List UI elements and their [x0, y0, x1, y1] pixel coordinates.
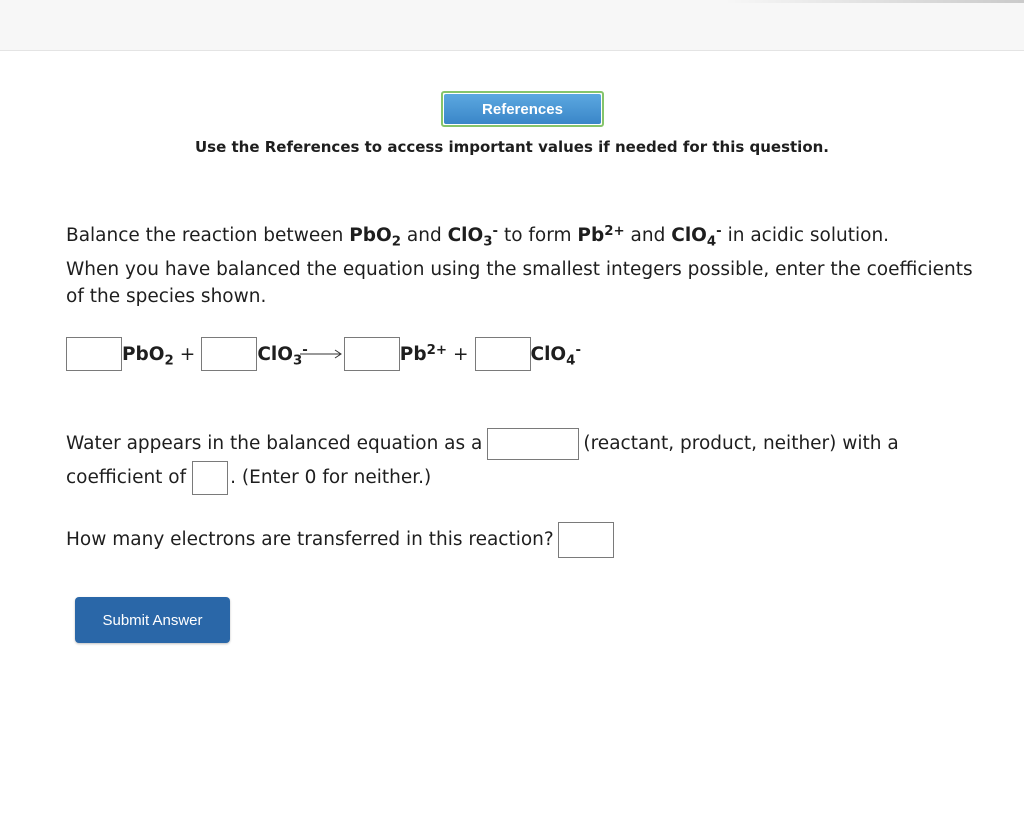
question-text	[66, 222, 996, 310]
water-coefficient-note: . (Enter 0 for neither.)	[230, 467, 432, 488]
question-text-intro: Balance the reaction between	[66, 225, 344, 246]
equation-species-clo3: ClO$_3$-	[257, 342, 308, 369]
top-bar	[0, 0, 1024, 51]
water-role-input[interactable]	[487, 428, 579, 460]
top-bar-shadow	[724, 0, 1024, 3]
water-options-hint: (reactant, product, neither) with a	[583, 433, 899, 454]
equation-species-clo4: ClO$_4$-	[530, 342, 581, 369]
electrons-input[interactable]	[558, 522, 614, 558]
electrons-question-text: How many electrons are transferred in this reaction?	[66, 529, 554, 550]
coefficient-input-clo3[interactable]	[201, 337, 257, 371]
reaction-arrow-icon	[300, 348, 344, 360]
question-text-end: in acidic solution.	[727, 225, 890, 246]
question-text-and: and	[406, 225, 442, 246]
water-question	[66, 427, 996, 495]
water-coefficient-input[interactable]	[192, 461, 228, 495]
plus-sign: +	[453, 343, 469, 365]
question-text-and-2: and	[630, 225, 666, 246]
water-question-text: Water appears in the balanced equation as a	[66, 433, 483, 454]
coefficient-input-pb2plus[interactable]	[344, 337, 400, 371]
species-clo3: ClO$_3$-	[447, 224, 499, 250]
species-pbo2: PbO$_2$	[349, 225, 401, 250]
equation-species-pbo2: PbO$_2$	[122, 343, 174, 369]
question-instruction: When you have balanced the equation using the smallest integers possible, enter the coefficients of the species shown.	[66, 259, 973, 307]
electrons-question	[66, 522, 614, 558]
coefficient-input-pbo2[interactable]	[66, 337, 122, 371]
references-note: Use the References to access important values if needed for this question.	[195, 138, 829, 156]
water-coefficient-label: coefficient of	[66, 467, 187, 488]
equation-row	[66, 337, 581, 373]
references-button[interactable]: References	[444, 94, 601, 124]
species-clo4: ClO$_4$-	[671, 224, 722, 250]
plus-sign: +	[179, 343, 196, 365]
question-text-to-form: to form	[503, 225, 572, 246]
submit-answer-button[interactable]: Submit Answer	[75, 597, 230, 643]
coefficient-input-clo4[interactable]	[475, 337, 531, 371]
equation-species-pb2plus: $Pb^{2+}$	[399, 342, 447, 365]
species-pb2plus: $Pb^{2+}$	[577, 224, 625, 246]
references-button-frame	[441, 91, 604, 127]
